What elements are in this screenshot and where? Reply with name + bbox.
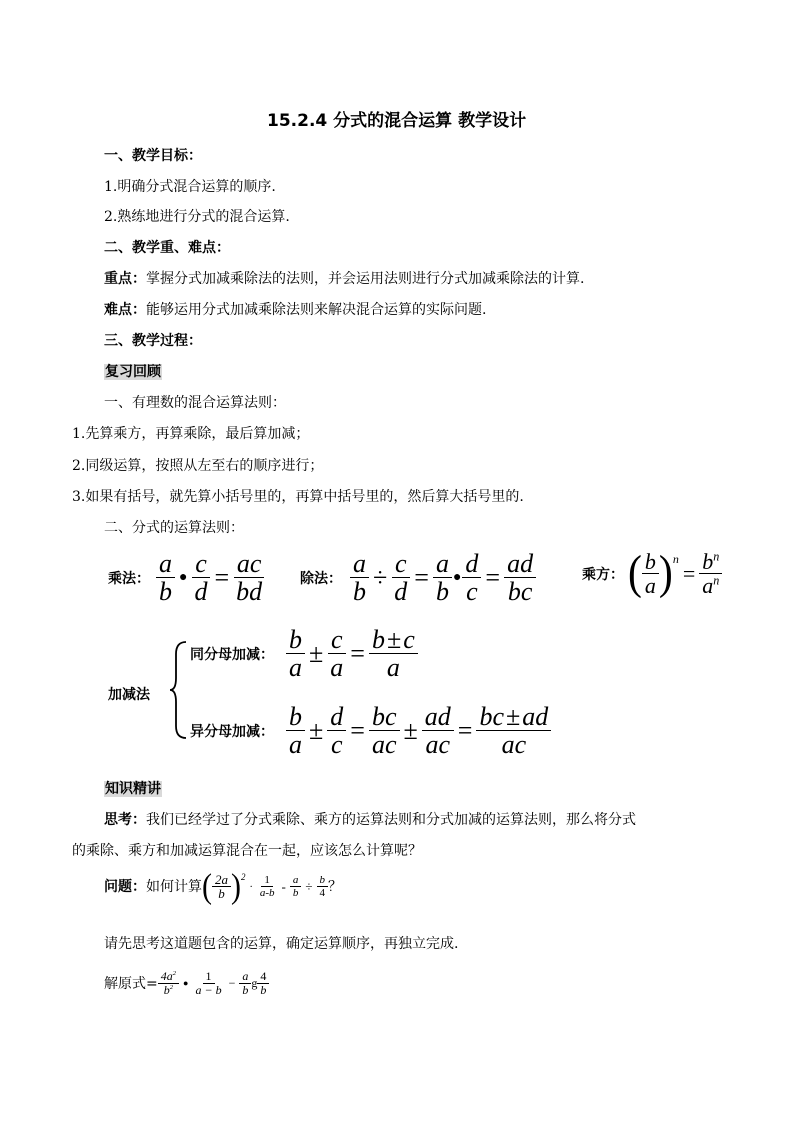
- goal-1: 1.明确分式混合运算的顺序.: [104, 179, 276, 195]
- think-line-2: 的乘除、乘方和加减运算混合在一起，应该怎么计算呢？: [72, 843, 422, 859]
- solution-line: [104, 970, 269, 997]
- diff-label: 难点：: [104, 302, 146, 318]
- same-den-formula: $\frac{b}{a}$ ± $\frac{c}{a}$ = $\frac{b\pm c}{a}$: [286, 626, 418, 683]
- brace-icon: [168, 640, 190, 740]
- knowledge-tag-text: 知识精讲: [105, 781, 161, 797]
- mult-formula: $\frac{a}{b}$ ● $\frac{c}{d}$ = $\frac{ac}{bd}$: [156, 550, 265, 607]
- diff-den-label: 异分母加减：: [190, 724, 274, 741]
- goals-heading: 一、教学目标：: [104, 148, 202, 164]
- div-label: 除法：: [300, 571, 342, 588]
- solution-formula: $\frac{4a^2}{b^2}$ ● $\frac{1}{a - b}$ − $\frac{a}{b}$ g $\frac{4}{b}$: [158, 970, 270, 997]
- question-text: 如何计算: [146, 879, 202, 895]
- key-label: 重点：: [104, 271, 146, 287]
- question-label: 问题：: [104, 879, 146, 895]
- think-label: 思考：: [104, 812, 146, 828]
- think-text-1: 我们已经学过了分式乘除、乘方的运算法则和分式加减的运算法则，那么将分式: [146, 812, 636, 828]
- review-tag-text: 复习回顾: [105, 364, 161, 380]
- rule-1: 1.先算乘方，再算乘除，最后算加减；: [72, 426, 310, 442]
- question-line: [104, 867, 342, 906]
- key-heading: 二、教学重、难点：: [104, 240, 230, 256]
- addsub-label: 加减法: [108, 687, 150, 703]
- knowledge-tag: [104, 778, 162, 798]
- brace: [168, 640, 190, 744]
- key-point: [104, 268, 584, 288]
- instruction: 请先思考这道题包含的运算，确定运算顺序，再独立完成.: [104, 936, 459, 952]
- question-formula: ( $\frac{2a}{b}$ ) 2 · $\frac{1}{a-b}$ - $\frac{a}{b}$ ÷ $\frac{b}{4}$: [202, 872, 328, 902]
- key-text: 掌握分式加减乘除法的法则，并会运用法则进行分式加减乘除法的计算.: [146, 271, 585, 287]
- question-end: ？: [328, 879, 342, 895]
- pow-formula: ( $\frac{b}{a}$ ) n = $\frac{b^n}{a^n}$: [628, 550, 722, 598]
- same-den-rule: [190, 626, 418, 683]
- difficult-point: [104, 299, 486, 319]
- div-rule: [300, 550, 536, 607]
- rational-heading: 一、有理数的混合运算法则：: [104, 395, 286, 411]
- page-title: 15.2.4 分式的混合运算 教学设计: [267, 111, 527, 131]
- mult-rule: [108, 550, 265, 607]
- fraction-heading: 二、分式的运算法则：: [104, 520, 244, 536]
- pow-rule: [582, 546, 722, 600]
- pow-label: 乘方：: [582, 567, 624, 584]
- mult-label: 乘法：: [108, 571, 150, 588]
- diff-den-formula: $\frac{b}{a}$ ± $\frac{d}{c}$ = $\frac{bc}{ac}$ ± $\frac{ad}{ac}$ = $\frac{bc\pm ad}{ac}$: [286, 703, 551, 760]
- diff-den-rule: [190, 703, 551, 760]
- same-den-label: 同分母加减：: [190, 647, 274, 664]
- review-tag: [104, 361, 162, 381]
- think-line-1: [104, 809, 636, 829]
- process-heading: 三、教学过程：: [104, 333, 202, 349]
- diff-text: 能够运用分式加减乘除法则来解决混合运算的实际问题.: [146, 302, 487, 318]
- rule-2: 2.同级运算，按照从左至右的顺序进行；: [72, 458, 324, 474]
- goal-2: 2.熟练地进行分式的混合运算.: [104, 209, 290, 225]
- solution-label: 解原式=: [104, 976, 158, 993]
- div-formula: $\frac{a}{b}$ ÷ $\frac{c}{d}$ = $\frac{a}{b}$ ● $\frac{d}{c}$ = $\frac{ad}{bc}$: [350, 550, 536, 607]
- rule-3: 3.如果有括号，就先算小括号里的，再算中括号里的，然后算大括号里的.: [72, 489, 524, 505]
